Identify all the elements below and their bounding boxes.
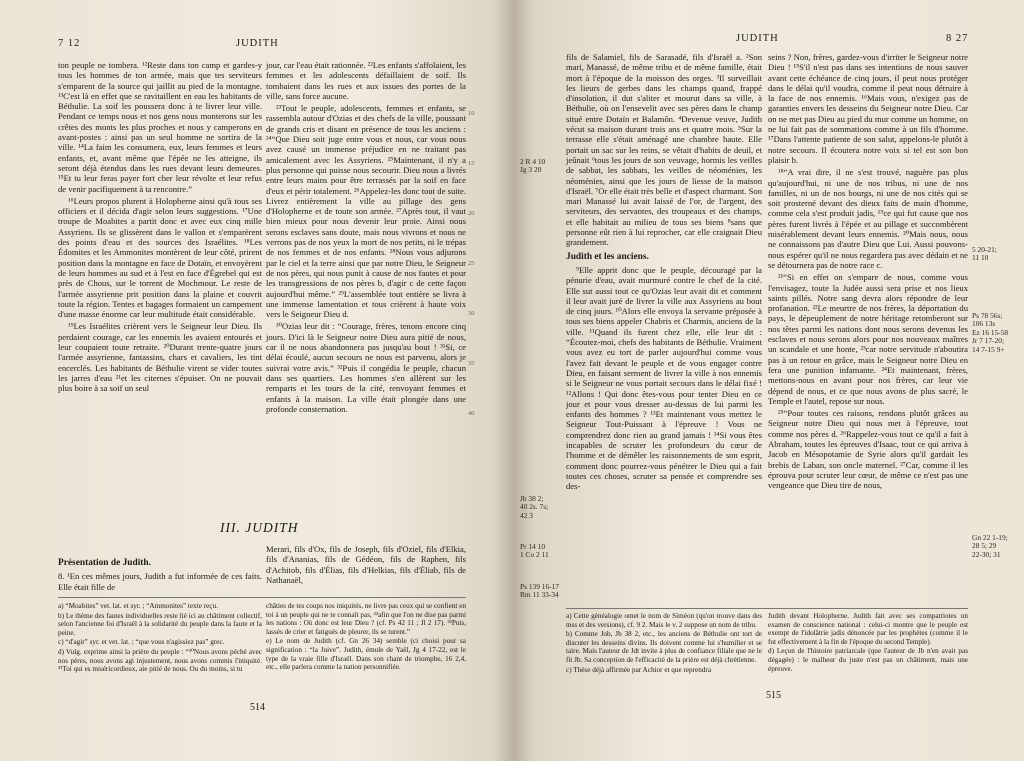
paragraph: ¹⁹Les Israélites crièrent vers le Seigneur leur Dieu. Ils perdaient courage, car les ennemis les avaient entourés et leur coupaient toute retraite. ²⁰Durant trente-quatre jours l'armée assyrienne, fantassins, chars et cavaliers, les tint encerclés. Les habitants de Béthulie virent se vider toutes les jarres d'eau ²¹et les citernes s'épuiser. On ne pouvait plus boire à sa soif un seul — [58, 321, 262, 394]
footnote-rule — [566, 608, 968, 609]
left-header-title: JUDITH — [236, 38, 279, 49]
paragraph: ¹⁸“A vrai dire, il ne s'est trouvé, naguère pas plus qu'aujourd'hui, ni une de nos tribus, ni une de nos familles, ni un de nos bourgs, ni une de nos cités qui se soit prosterné devant des dieux faits de main d'homme, comme cela s'est produit jadis, ¹⁹ce qui fut cause que nos pères furent livrés à l'épée et au pillage et succombèrent misérablement devant leurs ennemis. ²⁰Mais nous, nous ne connaissons pas d'autre Dieu que Lui. Aussi pouvons-nous espérer qu'il ne nous regardera pas avec dédain et ne se détournera pas de notre race c. — [768, 167, 968, 270]
paragraph: ton peuple ne tombera. ¹²Reste dans ton camp et gardes-y tous les hommes de ton armée, mais que tes serviteurs s'emparent de la source qui jaillit au pied de la montagne. ¹³C'est là en effet que se ravitaillent en eau les habitants de Béthulie. La soif les poussera donc à te livrer leur ville. Pendant ce temps nous et nos gens nous monterons sur les crêtes des monts les plus proches et nous y camperons en avant-postes : ainsi pas un seul homme ne sortira de la ville. ¹⁴La faim les consumera, eux, leurs femmes et leurs enfants, et, avant même que l'épée ne les atteigne, ils seront déjà étendus dans les rues devant leurs demeures. ¹⁵Et tu leur feras payer fort cher leur révolte et leur refus de venir pacifiquement à ta rencontre.” — [58, 60, 262, 194]
footnote: b) Le thème des fautes individuelles reste lié ici au châtiment collectif, selon l'ancienne foi d'Israël à la solidarité du peuple dans la faute et la peine. — [58, 611, 262, 637]
left-column-2b — [266, 544, 466, 587]
left-column-1 — [58, 60, 262, 396]
margin-reference: 5 20-21; 11 10 — [972, 245, 997, 263]
left-column-2 — [266, 60, 466, 416]
left-footnotes-1 — [58, 602, 262, 675]
line-number: 20 — [468, 210, 475, 217]
paragraph: 8. ¹En ces mêmes jours, Judith a fut informée de ces faits. Elle était fille de — [58, 571, 262, 592]
line-number: 15 — [468, 160, 475, 167]
right-header-ref: 8 27 — [946, 33, 969, 44]
paragraph: ⁹Elle apprit donc que le peuple, découragé par la pénurie d'eau, avait murmuré contre le chef de la cité. Elle sut aussi tout ce qu'Ozias leur avait dit et comment il leur avait juré de livrer la ville aux Assyriens au bout de cinq jours. ¹⁰Alors elle envoya la servante préposée à tous ses biens appeler Chabris et Charmis, anciens de la ville. ¹¹Quand ils furent chez elle, elle leur dit : “Écoutez-moi, chefs des habitants de Béthulie. Vraiment vous avez eu tort de parler aujourd'hui comme vous l'avez fait devant le peuple et de vous engager contre Dieu, en faisant serment de livrer la ville à nos ennemis si le Seigneur ne vous portait secours dans le délai fixé ! ¹²Allons ! Qui donc êtes-vous pour tenter Dieu en ce jour et pour vous dresser au-dessus de lui parmi les enfants des hommes ? ¹³Et maintenant vous mettez le Seigneur Tout-Puissant à l'épreuve ! Vous ne comprendrez donc rien au grand jamais ! ¹⁴Si vous êtes incapables de scruter les profondeurs du cœur de l'homme et de démêler les raisonnements de son esprit, comment donc pourrez-vous pénétrer le Dieu qui a fait toutes ces choses, scruter sa pensée et comprendre ses des- — [566, 264, 762, 492]
paragraph: ³⁰Ozias leur dit : “Courage, frères, tenons encore cinq jours. D'ici là le Seigneur notre Dieu aura pitié de nous, car il ne nous abandonnera pas jusqu'au bout ! ³¹Si, ce délai écoulé, aucun secours ne nous est parvenu, alors je suivrai votre avis.” ³²Puis il congédia le peuple, chacun dans ses quartiers. Les hommes s'en allèrent sur les remparts et les tours de la cité, renvoyant femmes et enfants à la maison. La ville était plongée dans une profonde consternation. — [266, 321, 466, 414]
section-title: III. JUDITH — [220, 520, 299, 535]
footnote: châties de tes coups nos iniquités, ne livre pas ceux qui se confient en toi à un peuple qui ne te connaît pas, ³²afin que l'on ne dise pas parmi les nations : Où donc est leur Dieu ? (cf. Ps 42 11 ; Jl 2 17). ³³Puis, lassés de crier et fatigués de pleurer, ils se turent.” — [266, 602, 466, 636]
paragraph: fils de Salamiel, fils de Sarasadé, fils d'Israël a. ²Son mari, Manassé, de même tribu et de même famille, était mort à l'époque de la moisson des orges. ³Il surveillait les lieurs de gerbes dans les champs quand, frappé d'insolation, il dut s'aliter et mourut dans sa ville, à Béthulie, où on l'ensevelit avec ses pères dans le champ situé entre Dotaïn et Balamôn. ⁴Devenue veuve, Judith vécut sa maison durant trois ans et quatre mois. ⁵Sur la terrasse elle s'était aménagé une chambre haute. Elle portait un sac sur les reins, se vêtait d'habits de deuil, et jeûnait ⁶tous les jours de son veuvage, hormis les veilles de sabbat, les sabbats, les veilles de néoménies, les néoménies, ainsi que les jours de liesse de la maison d'Israël. ⁷Or elle était très belle et d'aspect charmant. Son mari Manassé lui avait laissé de l'or, de l'argent, des serviteurs, des servantes, des troupeaux et des champs, et elle habitait au milieu de tous ses biens ⁸sans que personne eût rien à lui reprocher, car elle craignait Dieu grandement. — [566, 52, 762, 248]
margin-reference: Ps 139 16-17 Rm 11 33-34 — [520, 582, 560, 600]
paragraph: ²⁵“Pour toutes ces raisons, rendons plutôt grâces au Seigneur notre Dieu qui nous met à l'épreuve, tout comme nos pères d. ²⁶Rappelez-vous tout ce qu'il a fait à Abraham, toutes les épreuves d'Isaac, tout ce qui arriva à Jacob en Mésopotamie de Syrie alors qu'il gardait les brebis de Laban, son oncle maternel. ²⁷Car, comme il les éprouva pour scruter leur cœur, de même ce n'est pas une vengeance que Dieu tire de nous, — [768, 408, 968, 491]
right-header-title: JUDITH — [736, 33, 779, 44]
line-number: 25 — [468, 260, 475, 267]
line-number: 40 — [468, 410, 475, 417]
margin-reference: 2 R 4 10 Jg 3 20 — [520, 157, 546, 175]
section-heading: Présentation de Judith. — [58, 558, 151, 568]
left-column-1b — [58, 554, 262, 594]
line-number: 35 — [468, 360, 475, 367]
line-number: 30 — [468, 310, 475, 317]
left-page-number: 514 — [250, 702, 265, 713]
footnote-rule — [58, 597, 466, 598]
paragraph: seins ? Non, frères, gardez-vous d'irriter le Seigneur notre Dieu ! ¹⁵S'il n'est pas dans ses intentions de nous sauver avant cette échéance de cinq jours, il peut nous protéger dans le délai qu'il voudra, comme il peut nous détruire à la face de nos ennemis. ¹⁶Mais vous, n'exigez pas de garanties envers les desseins du Seigneur notre Dieu. Car on ne met pas Dieu au pied du mur comme un homme, on ne lui fait pas de sommations comme à un fils d'homme. ¹⁷Dans l'attente patiente de son salut, appelons-le plutôt à notre secours. Il écoutera notre voix si tel est son bon plaisir b. — [768, 52, 968, 165]
footnote: b) Comme Job, Jb 38 2, etc., les anciens de Béthulie ont tort de discuter les desseins divins. Ils doivent comme lui s'humilier et se taire. Mais l'auteur de Jdt invite à plus de confiance filiale que ne le fit Jb. Sa conception de l'efficacité de la prière est déjà chrétienne. — [566, 630, 762, 664]
right-page-number: 515 — [766, 690, 781, 701]
paragraph: jour, car l'eau était rationnée. ²²Les enfants s'affolaient, les femmes et les adolescents défaillaient de soif. Ils tombaient dans les rues et aux issues des portes de la ville, sans force aucune. — [266, 60, 466, 101]
footnote: c) “d'agir” syr. et vet. lat. ; “que vous n'agissiez pas” grec. — [58, 638, 225, 647]
right-page — [514, 0, 1024, 761]
footnote: a) “Moabites” vet. lat. et syr. ; “Ammonites” texte reçu. — [58, 602, 218, 610]
footnote: a) Cette généalogie omet le nom de Siméon (qu'on trouve dans des mss et des versions), cf. 9 2. Mais le v. 2 suppose un nom de tribu. — [566, 612, 762, 629]
paragraph: ²³Tout le peuple, adolescents, femmes et enfants, se rassembla autour d'Ozias et des chefs de la ville, poussant de grands cris et disant en présence de tous les anciens : ²⁴“Que Dieu soit juge entre vous et nous, car vous nous avez causé un immense préjudice en ne traitant pas amicalement avec les Assyriens. ²⁵Maintenant, il n'y a plus personne qui puisse nous secourir. Dieu nous a livrés entre leurs mains pour être terrassés par la soif en face d'eux et périr totalement. ²⁶Appelez-les donc tout de suite. Livrez entièrement la ville au pillage des gens d'Holopherne et de toute son armée. ²⁷Après tout, il vaut bien mieux pour nous devenir leur proie. Ainsi nous serons esclaves sans doute, mais nous vivrons et nous ne verrons pas de nos yeux la mort de nos petits, ni le trépas de nos femmes et de nos enfants. ²⁸Nous vous adjurons par le ciel et la terre ainsi que par notre Dieu, le Seigneur de nos pères, qui nous punit à cause de nos fautes et pour les transgressions de nos pères b, d'agir c de cette façon aujourd'hui même.” ²⁹L'assemblée tout entière se livra à une immense lamentation et tous crièrent à haute voix vers le Seigneur Dieu d. — [266, 103, 466, 320]
paragraph: ²¹“Si en effet on s'empare de nous, comme vous l'envisagez, toute la Judée aussi sera prise et nos lieux saints pillés. Notre sang devra alors répondre de leur profanation. ²²Le meurtre de nos frères, la déportation du pays, le dépeuplement de notre héritage retomberont sur nos têtes parmi les nations dont nous serons devenus les esclaves et nous serons alors pour nos nouveaux maîtres un scandale et une honte, ²³car notre servitude n'aboutira pas à un retour en grâce, mais le Seigneur notre Dieu en fera une punition infamante. ²⁴Et maintenant, frères, mettons-nous en avant pour nos frères, car leur vie dépend de nous, et ce que nous avons de plus sacré, le Temple et l'autel, repose sur nous. — [768, 272, 968, 406]
paragraph: Merari, fils d'Ox, fils de Joseph, fils d'Oziel, fils d'Elkia, fils d'Ananias, fils de Gédéon, fils de Raphen, fils d'Achitob, fils d'Élias, fils d'Helkias, fils d'Éliab, fils de Nathanaël, — [266, 544, 466, 585]
right-footnotes-1 — [566, 612, 762, 675]
right-column-2 — [768, 52, 968, 492]
margin-reference: Ps 78 56s; 106 13s Ez 16 15-58 Jr 7 17-20; 14 7-15 9+ — [972, 311, 1009, 354]
right-footnotes-2 — [768, 612, 968, 674]
footnote: d) Leçon de l'histoire patriarcale (que l'auteur de Jb n'en avait pas dégagée) : le malheur du juste n'est pas un châtiment, mais une épreuve. — [768, 647, 968, 673]
right-column-1 — [566, 52, 762, 493]
paragraph: ¹⁶Leurs propos plurent à Holopherne ainsi qu'à tous ses officiers et il décida d'agir selon leurs suggestions. ¹⁷Une troupe de Moabites a partit donc et avec eux cinq mille Assyriens. Ils se glissèrent dans le vallon et s'emparèrent des points d'eau et des sources des Israélites. ¹⁸Les Édomites et les Ammonites montèrent de leur côté, prirent position dans la montagne en face de Dotaïn, et envoyèrent de leurs hommes au sud et à l'est en face d'Égrebel qui est près de Chous, sur le torrent de Mochmour. Le reste de l'armée assyrienne prit position dans la plaine et couvrit toute la région. Tentes et bagages formaient un campement d'une masse énorme car leur multitude était considérable. — [58, 195, 262, 320]
line-number: 10 — [468, 110, 475, 117]
section-heading: Judith et les anciens. — [566, 251, 649, 262]
footnote: e) Le nom de Judith (cf. Gn 26 34) semble (ci choisi pour sa signification : “la Juive”. Judith, émule de Yaël, Jg 4 17-22, est le type de la vraie fille d'Israël. Dans son chant de triomphe, 16 2,4, etc., elle parlera comme la nation personnifiée. — [266, 637, 466, 672]
left-footnotes-2 — [266, 602, 466, 673]
margin-reference: Jb 38 2; 40 2s. 7s; 42 3 — [520, 494, 549, 520]
footnote: Judith devant Holopherne. Judith fait avec ses compatriotes un examen de conscience national : celui-ci montre que le peuple est exempt de l'idolâtrie jadis dénoncée par les prophètes (comme il le fut effectivement à la fin de l'époque du second Temple). — [768, 612, 968, 646]
footnote: d) Vulg. exprime ainsi la prière du peuple : “³⁰Nous avons péché avec nos pères, nous avons agi injustement, nous avons commis l'iniquité. ³¹Toi qui es miséricordieux, aie pitié de nous. Ou du moins, si tu — [58, 647, 262, 674]
footnote: c) Thèse déjà affirmée par Achior et que reprendra — [566, 665, 712, 674]
margin-reference: Gn 22 1-19; 28 5; 29 22-30; 31 — [972, 533, 1008, 559]
margin-reference: Pr 14 10 1 Co 2 11 — [520, 542, 549, 560]
left-header-ref: 7 12 — [58, 38, 81, 49]
